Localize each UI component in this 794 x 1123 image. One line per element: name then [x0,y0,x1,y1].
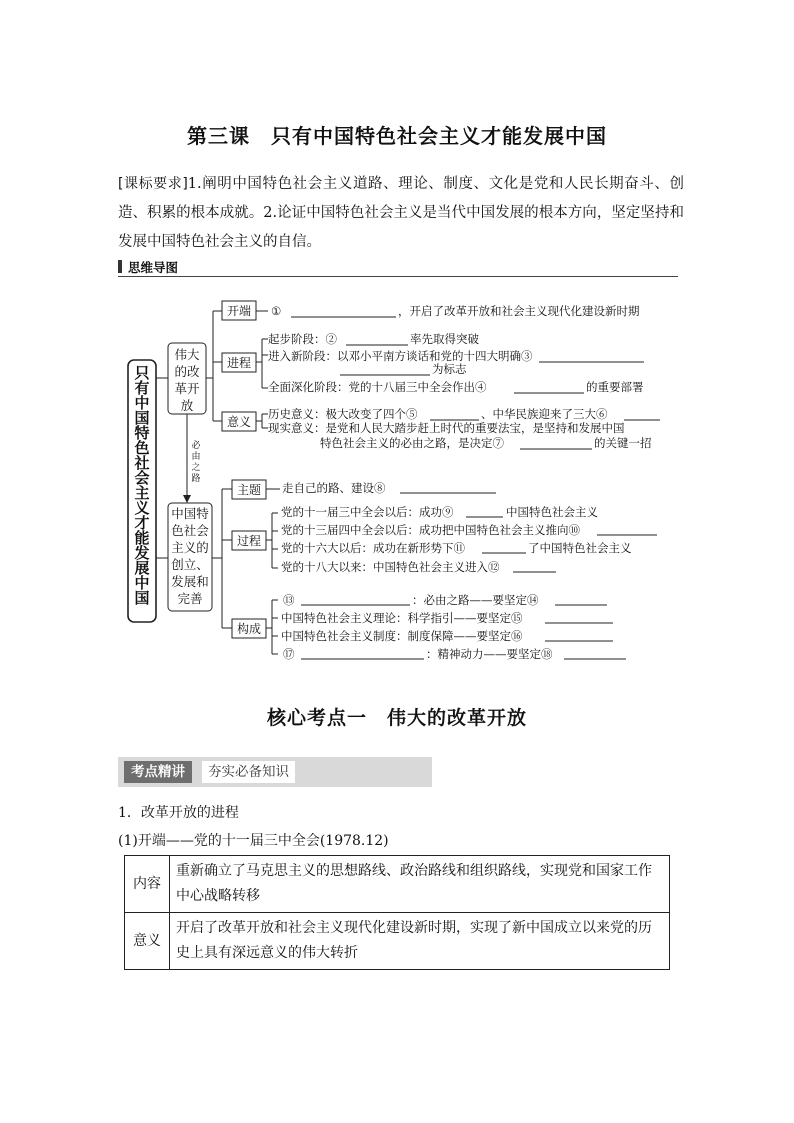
kaiduan-label: 开端 [226,304,252,318]
jincheng-l1b: 率先取得突破 [410,332,479,346]
jincheng-l3: 为标志 [432,362,467,376]
branch1-line: 放 [180,398,194,413]
table-row [125,913,670,970]
guocheng-l3b: 了中国特色社会主义 [528,541,632,555]
branch2-line: 发展和 [171,574,209,589]
branch1-line: 的改 [174,364,200,379]
root-char: 展 [134,559,150,577]
branch2-line: 中国特 [171,506,209,521]
root-char: 国 [134,409,150,427]
guocheng-label: 过程 [236,534,262,548]
branch2-line: 创立、 [171,557,209,572]
goucheng-l2: 中国特色社会主义理论：科学指引——要坚定⑮ [281,611,523,625]
table-row-text: 重新确立了马克思主义的思想路线、政治路线和组织路线，实现党和国家工作中心战略转移 [170,856,670,913]
jincheng-l4b: 的重要部署 [586,380,644,394]
jincheng-label: 进程 [226,356,252,370]
section-title: 核心考点一 伟大的改革开放 [266,707,527,729]
mindmap-header-label: 思维导图 [128,260,179,275]
yiyi-l1a: 历史意义：极大改变了四个⑤ [268,407,418,421]
content-table [124,855,670,970]
branch1-line: 革开 [174,381,200,396]
goucheng-label: 构成 [236,622,262,636]
root-char: 义 [134,499,150,517]
root-char: 中 [134,394,150,412]
root-char: 能 [134,529,150,547]
kaiduan-num: ① [271,304,282,318]
root-char: 有 [134,379,150,397]
root-char: 色 [134,439,150,457]
banner-tag: 考点精讲 [124,761,192,783]
root-char: 国 [134,589,150,607]
link-char: 路 [191,474,201,484]
requirement-tag: [课标要求] [118,176,188,192]
table-row-head: 意义 [125,913,170,970]
root-char: 社 [134,454,150,472]
banner-subtitle: 夯实必备知识 [202,761,295,783]
yiyi-l2: 现实意义：是党和人民大踏步赶上时代的重要法宝，是坚持和发展中国 [268,421,625,435]
jincheng-l1a: 起步阶段：② [268,332,337,346]
goucheng-l1a: ⑬ [283,593,295,607]
branch2-line: 色社会 [171,523,209,538]
goucheng-l3: 中国特色社会主义制度：制度保障——要坚定⑯ [281,629,523,643]
goucheng-l4b: ：精神动力——要坚定⑱ [426,647,553,661]
table-row-head: 内容 [125,856,170,913]
root-char: 发 [134,544,150,562]
root-char: 中 [134,574,150,592]
jincheng-l2: 进入新阶段：以邓小平南方谈话和党的十四大明确③ [268,349,533,363]
branch1-line: 伟大 [174,347,200,362]
root-char: 特 [134,424,150,442]
branch2-line: 主义的 [171,540,209,555]
table-row-text: 开启了改革开放和社会主义现代化建设新时期，实现了新中国成立以来党的历史上具有深远意义的伟大转折 [170,913,670,970]
table-row [125,856,670,913]
link-char: 之 [191,463,201,473]
zhuti-text: 走自己的路、建设⑧ [282,481,386,495]
goucheng-l4a: ⑰ [283,647,295,661]
root-char: 只 [134,364,150,382]
branch2-line: 完善 [177,591,203,606]
kaiduan-text: ，开启了改革开放和社会主义现代化建设新时期 [398,304,640,318]
yiyi-label: 意义 [226,415,252,429]
topic-banner [118,757,432,787]
root-char: 主 [134,484,150,502]
guocheng-l3a: 党的十六大以后：成功在新形势下⑪ [281,541,465,555]
link-char: 必 [191,441,201,451]
guocheng-l1b: 中国特色社会主义 [506,505,598,519]
root-char: 会 [134,469,150,487]
page-title: 第三课 只有中国特色社会主义才能发展中国 [187,124,607,148]
guocheng-l4: 党的十八大以来：中国特色社会主义进入⑫ [281,560,500,574]
goucheng-l1b: ：必由之路——要坚定⑭ [412,593,539,607]
arrow-down-icon [183,495,191,503]
sub-point-heading: (1)开端——党的十一届三中全会(1978.12) [118,833,389,849]
yiyi-l3b: 的关键一招 [594,436,652,450]
root-char: 才 [134,514,150,532]
guocheng-l2: 党的十三届四中全会以后：成功把中国特色社会主义推向⑩ [281,523,580,537]
root-text [133,364,149,607]
jincheng-l4a: 全面深化阶段：党的十八届三中全会作出④ [268,380,487,394]
guocheng-l1a: 党的十一届三中全会以后：成功⑨ [281,505,454,519]
requirement-text: 1.阐明中国特色社会主义道路、理论、制度、文化是党和人民长期奋斗、创造、积累的根本成就。2.论证中国特色社会主义是当代中国发展的根本方向，坚定坚持和发展中国特色社会主义的自信。 [118,176,684,250]
point-heading: 1．改革开放的进程 [118,805,239,821]
yiyi-l1b: 、中华民族迎来了三大⑥ [481,407,608,421]
yiyi-l3a: 特色社会主义的必由之路，是决定⑦ [320,436,504,450]
zhuti-label: 主题 [236,483,262,497]
link-char: 由 [191,452,201,462]
